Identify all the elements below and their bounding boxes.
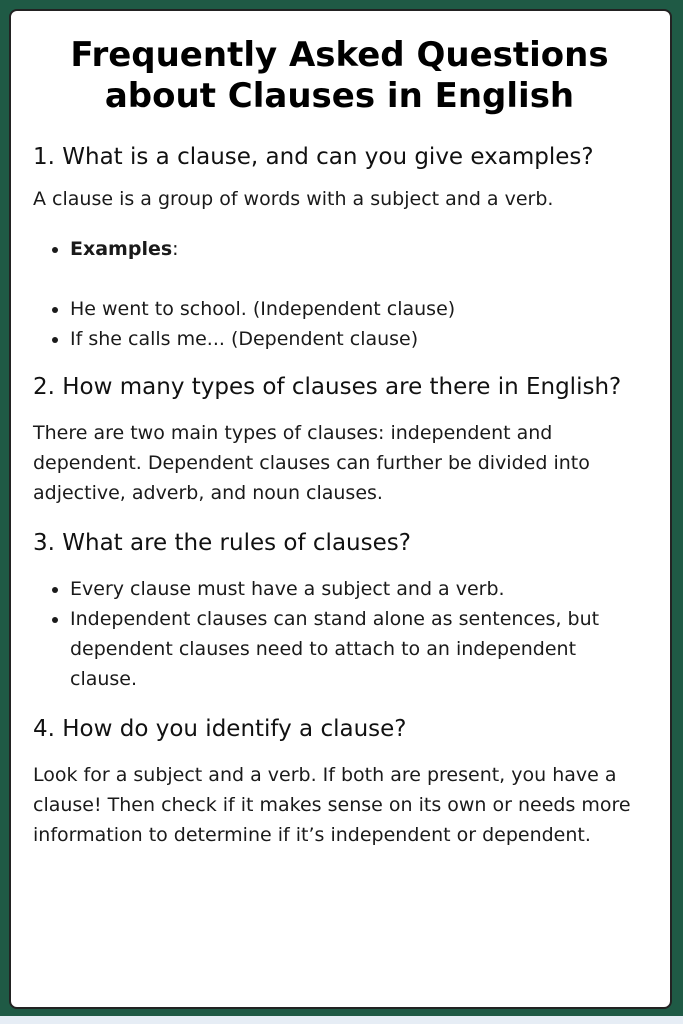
examples-list [33, 294, 646, 354]
examples-label: Examples [70, 238, 173, 260]
faq-section-1 [33, 142, 646, 354]
bottom-strip [0, 1016, 683, 1024]
faq-card [9, 9, 672, 1009]
list-item: • Independent clauses can stand alone as sentences, but dependent clauses need to attach to an independent clause. [70, 604, 646, 694]
question-4: 4. How do you identify a clause? [33, 716, 407, 742]
faq-section-2 [33, 372, 646, 508]
examples-colon: : [172, 238, 179, 260]
title-line-2: about Clauses in English [104, 76, 575, 116]
rules-list [33, 574, 646, 694]
list-item: • He went to school. (Independent clause) [70, 294, 646, 324]
question-3: 3. What are the rules of clauses? [33, 530, 411, 556]
question-1: 1. What is a clause, and can you give examples? [33, 144, 594, 170]
title-line-1: Frequently Asked Questions [70, 35, 609, 75]
examples-label-item [70, 234, 646, 264]
examples-label-list [33, 234, 646, 264]
answer-2: There are two main types of clauses: independent and dependent. Dependent clauses can further be divided into adjective, adverb, and noun clauses. [33, 422, 590, 504]
list-item: • Every clause must have a subject and a verb. [70, 574, 646, 604]
faq-section-4 [33, 714, 646, 850]
page-title [33, 35, 646, 117]
list-item: • If she calls me... (Dependent clause) [70, 324, 646, 354]
answer-4: Look for a subject and a verb. If both are present, you have a clause! Then check if it makes sense on its own or needs more information to determine if it’s independent or dependent. [33, 764, 631, 846]
question-2: 2. How many types of clauses are there in English? [33, 374, 622, 400]
faq-section-3 [33, 528, 646, 694]
answer-1: A clause is a group of words with a subject and a verb. [33, 188, 554, 210]
